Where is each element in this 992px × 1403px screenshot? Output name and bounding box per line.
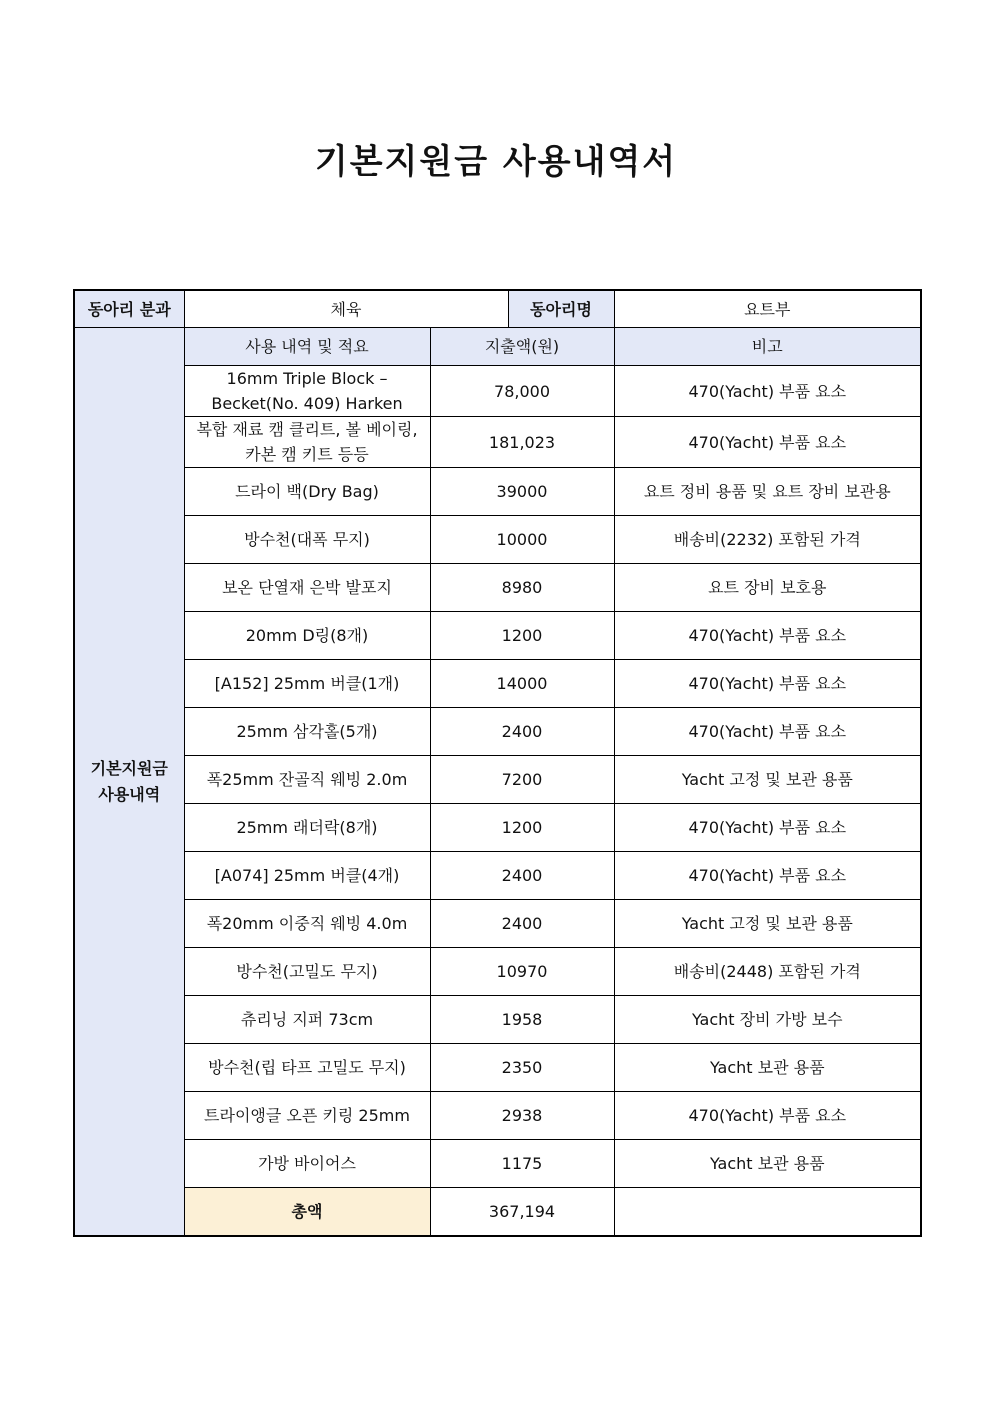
note-cell: 470(Yacht) 부품 요소	[614, 612, 921, 660]
amount-cell: 1200	[430, 612, 614, 660]
table-row	[74, 516, 921, 564]
note-cell: Yacht 보관 용품	[614, 1140, 921, 1188]
item-cell: 복합 재료 캠 클리트, 볼 베이링, 카본 캠 키트 등등	[184, 417, 430, 468]
note-cell: Yacht 장비 가방 보수	[614, 996, 921, 1044]
table-row	[74, 366, 921, 417]
note-cell: 요트 장비 보호용	[614, 564, 921, 612]
total-row	[74, 1188, 921, 1237]
item-cell: [A152] 25mm 버클(1개)	[184, 660, 430, 708]
table-row	[74, 417, 921, 468]
item-cell: 방수천(립 타프 고밀도 무지)	[184, 1044, 430, 1092]
amount-cell: 2400	[430, 900, 614, 948]
note-cell: 배송비(2232) 포함된 가격	[614, 516, 921, 564]
table-row	[74, 804, 921, 852]
note-cell: 470(Yacht) 부품 요소	[614, 660, 921, 708]
document-title: 기본지원금 사용내역서	[314, 142, 678, 182]
note-cell: 요트 정비 용품 및 요트 장비 보관용	[614, 468, 921, 516]
item-cell: 16mm Triple Block – Becket(No. 409) Harken	[184, 366, 430, 417]
club-name-label: 동아리명	[508, 290, 614, 328]
item-cell: 가방 바이어스	[184, 1140, 430, 1188]
note-cell: Yacht 고정 및 보관 용품	[614, 900, 921, 948]
amount-cell: 1175	[430, 1140, 614, 1188]
item-cell: 츄리닝 지퍼 73cm	[184, 996, 430, 1044]
table-row	[74, 900, 921, 948]
total-amount: 367,194	[430, 1188, 614, 1237]
amount-cell: 10000	[430, 516, 614, 564]
note-cell: 470(Yacht) 부품 요소	[614, 417, 921, 468]
table-row	[74, 1092, 921, 1140]
amount-cell: 8980	[430, 564, 614, 612]
table-row	[74, 708, 921, 756]
column-header-row	[74, 328, 921, 366]
table-row	[74, 612, 921, 660]
amount-cell: 7200	[430, 756, 614, 804]
item-cell: 보온 단열재 은박 발포지	[184, 564, 430, 612]
amount-cell: 14000	[430, 660, 614, 708]
club-info-row	[74, 290, 921, 328]
column-header-note: 비고	[614, 328, 921, 366]
amount-cell: 2938	[430, 1092, 614, 1140]
item-cell: 폭25mm 잔골직 웨빙 2.0m	[184, 756, 430, 804]
amount-cell: 78,000	[430, 366, 614, 417]
note-cell: 470(Yacht) 부품 요소	[614, 366, 921, 417]
item-cell: 폭20mm 이중직 웨빙 4.0m	[184, 900, 430, 948]
item-cell: 트라이앵글 오픈 키링 25mm	[184, 1092, 430, 1140]
category-value: 체육	[184, 290, 508, 328]
table-row	[74, 756, 921, 804]
item-cell: 방수천(고밀도 무지)	[184, 948, 430, 996]
note-cell: 470(Yacht) 부품 요소	[614, 708, 921, 756]
total-label: 총액	[184, 1188, 430, 1237]
amount-cell: 181,023	[430, 417, 614, 468]
table-row	[74, 996, 921, 1044]
item-cell: 25mm 삼각홀(5개)	[184, 708, 430, 756]
item-cell: 20mm D링(8개)	[184, 612, 430, 660]
amount-cell: 1958	[430, 996, 614, 1044]
note-cell: 배송비(2448) 포함된 가격	[614, 948, 921, 996]
table-row	[74, 948, 921, 996]
note-cell: 470(Yacht) 부품 요소	[614, 804, 921, 852]
amount-cell: 1200	[430, 804, 614, 852]
amount-cell: 39000	[430, 468, 614, 516]
note-cell: 470(Yacht) 부품 요소	[614, 852, 921, 900]
amount-cell: 2400	[430, 708, 614, 756]
item-cell: 25mm 래더락(8개)	[184, 804, 430, 852]
item-cell: 드라이 백(Dry Bag)	[184, 468, 430, 516]
table-row	[74, 468, 921, 516]
item-cell: 방수천(대폭 무지)	[184, 516, 430, 564]
total-note	[614, 1188, 921, 1237]
item-cell: [A074] 25mm 버클(4개)	[184, 852, 430, 900]
table-row	[74, 1140, 921, 1188]
note-cell: Yacht 고정 및 보관 용품	[614, 756, 921, 804]
table-row	[74, 564, 921, 612]
amount-cell: 2400	[430, 852, 614, 900]
table-row	[74, 852, 921, 900]
amount-cell: 10970	[430, 948, 614, 996]
club-name-value: 요트부	[614, 290, 921, 328]
category-label: 동아리 분과	[74, 290, 184, 328]
table-row	[74, 1044, 921, 1092]
expense-table	[73, 289, 922, 1237]
note-cell: Yacht 보관 용품	[614, 1044, 921, 1092]
column-header-amount: 지출액(원)	[430, 328, 614, 366]
amount-cell: 2350	[430, 1044, 614, 1092]
column-header-item: 사용 내역 및 적요	[184, 328, 430, 366]
note-cell: 470(Yacht) 부품 요소	[614, 1092, 921, 1140]
section-label: 기본지원금 사용내역	[74, 328, 184, 1237]
table-row	[74, 660, 921, 708]
